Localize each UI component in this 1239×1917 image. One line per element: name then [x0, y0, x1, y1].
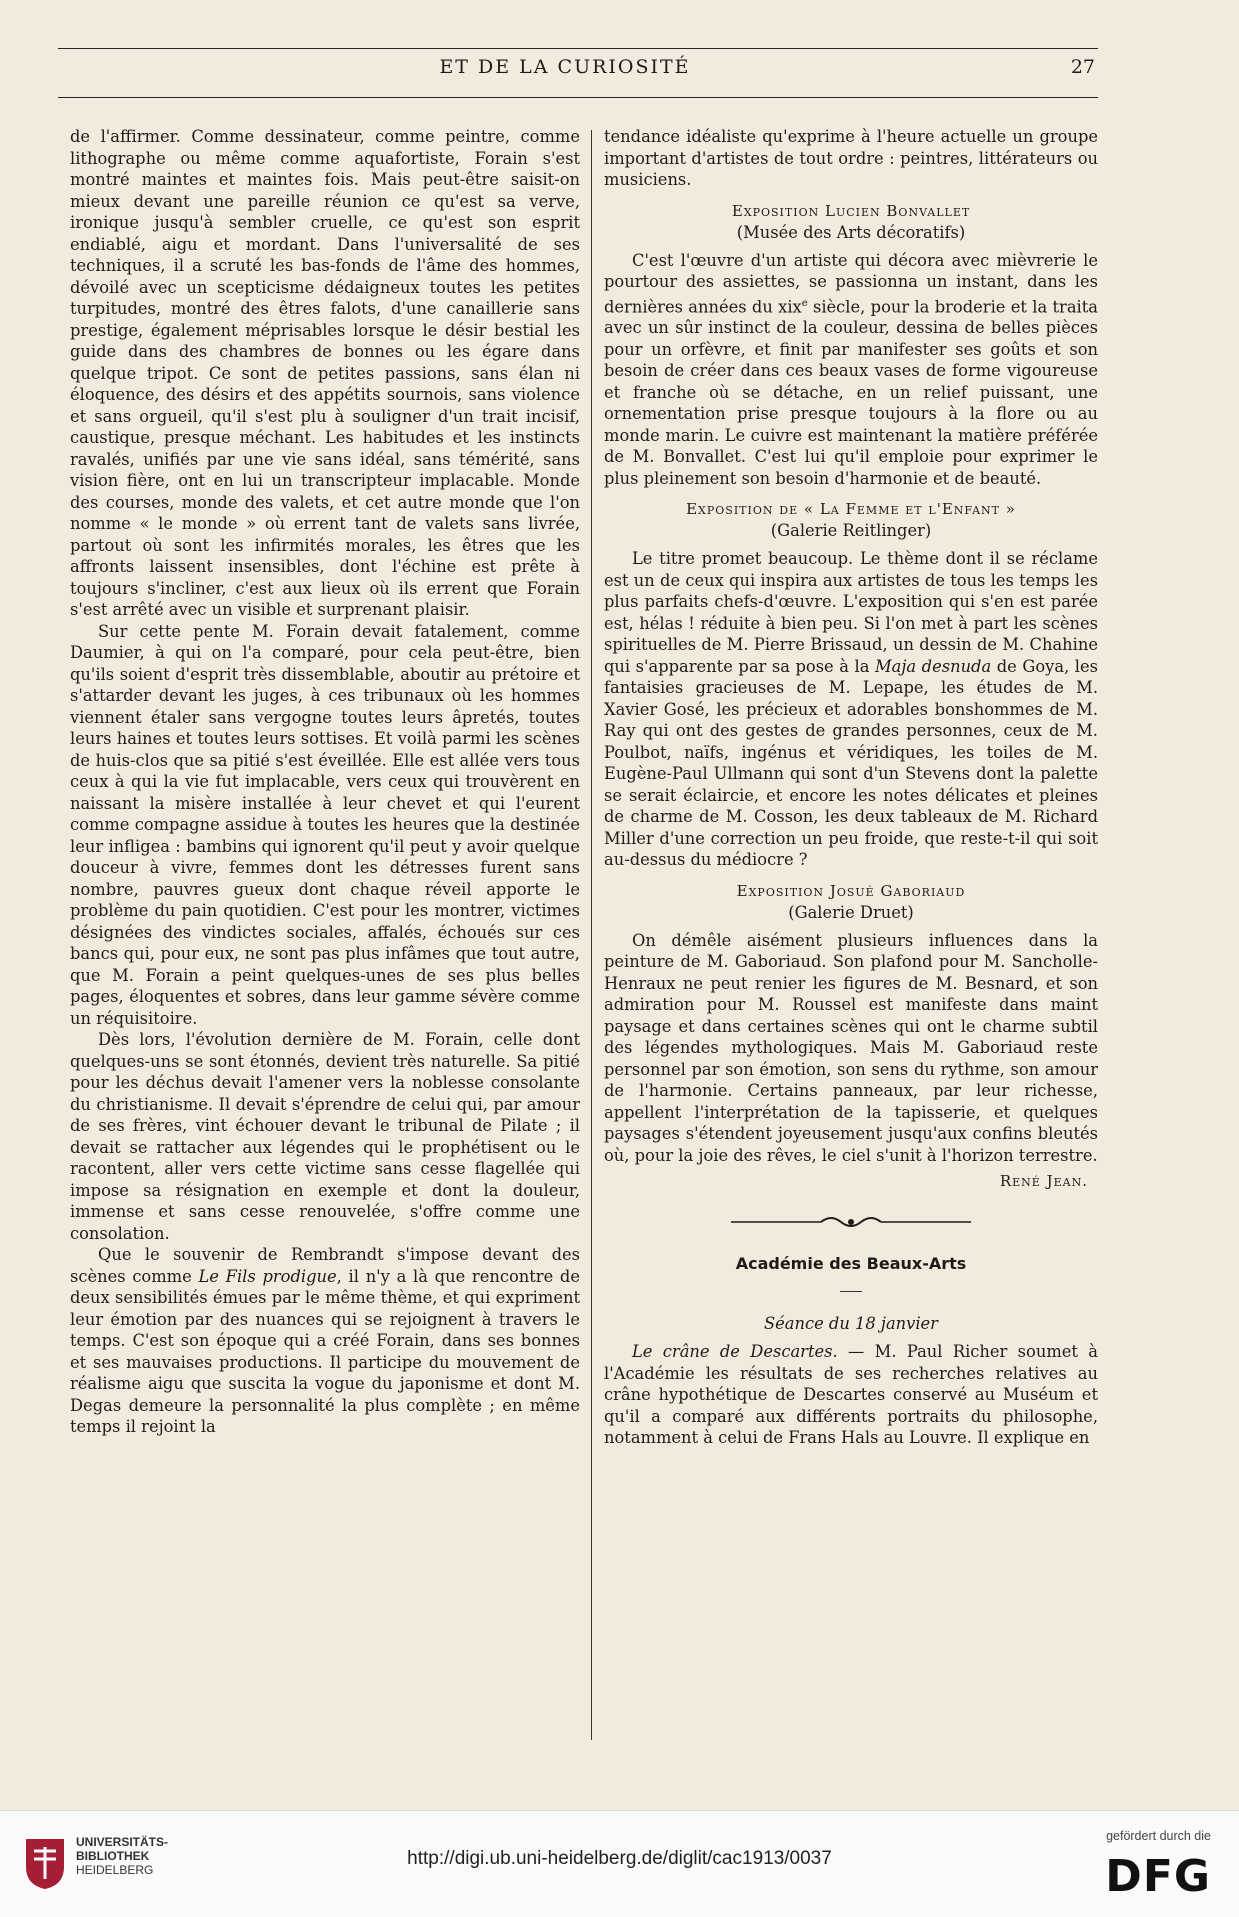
author-signature: René Jean. [999, 1172, 1088, 1191]
paragraph: Sur cette pente M. Forain devait fatalement, comme Daumier, à qui on l'a comparé, pour cela peut-être, bien qu'ils soient d'esprit très dissemblable, aboutir au prétoire et s'attarder devant les juges, à ces tribunaux où les hommes viennent étaler sans vergogne toutes leurs âpretés, toutes leurs haines et toutes leurs sottises. Et voilà parmi les scènes de huis-clos que sa pitié s'est éveillée. Elle est allée vers tous ceux à qui la vie fut implacable, vers ceux qui trouvèrent en naissant la misère installée à leur chevet et qui l'eurent comme compagne assidue à toutes les heures que la destinée leur infligea : bambins qui ignorent qu'il peut y avoir quelque douceur à vivre, femmes dont les détresses furent sans nombre, pauvres gueux dont chaque réveil apporte le problème du pain quotidien. C'est pour les montrer, victimes désignées des vindictes sociales, affalés, échoués sur ces bancs qui, pour eux, ne sont pas plus infâmes que tout autre, que M. Forain a peint quelques-unes de ses plus belles pages, éloquentes et sobres, dans leur gamme sévère comme un réquisitoire. [70, 621, 580, 1028]
paragraph [604, 1341, 1098, 1449]
right-column [604, 126, 1098, 1746]
section-title: Exposition Josué Gaboriaud [736, 881, 966, 900]
section-subtitle: (Galerie Druet) [788, 902, 914, 922]
text-run: — M. Paul Richer soumet à l'Académie les résultats de ses recherches relatives au crâne hypothétique de Descartes conservé au Muséum et qu'il a comparé aux différents portraits du philosophe, notamment à celui de Frans Hals au Louvre. Il explique en [604, 1342, 1098, 1448]
paragraph: tendance idéaliste qu'exprime à l'heure actuelle un groupe important d'artistes de tout ordre : peintres, littérateurs ou musiciens. [604, 127, 1098, 189]
section-title: Exposition de « La Femme et l'Enfant » [686, 500, 1016, 519]
section-subtitle: (Galerie Reitlinger) [770, 521, 932, 541]
seance-date: Séance du 18 janvier [764, 1314, 938, 1334]
left-column [70, 126, 580, 1746]
heading-dash [604, 1277, 1098, 1296]
text-run: C'est l'œuvre d'un artiste qui décora avec mièvrerie le pourtour des assiettes, se passionna un instant, dans les dernières années du xix [604, 250, 1098, 316]
paragraph: On démêle aisément plusieurs influences dans la peinture de M. Gaboriaud. Son plafond pour M. Sancholle-Henraux ne peut renier les figures de M. Besnard, et son admiration pour M. Roussel est manifeste dans maint paysage et dans certaines scènes qui ont le charme subtil des légendes mythologiques. Mais M. Gaboriaud reste personnel par son émotion, son sens du rythme, son amour de l'harmonie. Certains panneaux, par leur richesse, appellent l'interprétation de la tapisserie, et quelques paysages s'étendent joyeusement jusqu'aux confins bleutés où, pour la joie des rêves, le ciel s'unit à l'horizon terrestre. [604, 930, 1098, 1165]
paragraph [604, 250, 1098, 490]
section-title: Exposition Lucien Bonvallet [731, 201, 971, 220]
artwork-title: Le Fils prodigue [198, 1266, 337, 1286]
university-name-line: HEIDELBERG [76, 1863, 154, 1877]
university-name-line: BIBLIOTHEK [76, 1849, 150, 1863]
section-subtitle: (Musée des Arts décoratifs) [736, 222, 966, 242]
source-url-link[interactable]: http://digi.ub.uni-heidelberg.de/diglit/cac1913/0037 [407, 1848, 832, 1869]
funding-caption: gefördert durch die [1106, 1829, 1211, 1843]
university-name-line: UNIVERSITÄTS- [76, 1835, 169, 1849]
artwork-title: Maja desnuda [874, 656, 992, 676]
text-run: Que le souvenir de Rembrandt s'impose devant des scènes comme [70, 1245, 580, 1286]
paragraph: Dès lors, l'évolution dernière de M. Forain, celle dont quelques-uns se sont étonnés, devient très naturelle. Sa pitié pour les déchus devait l'amener vers la noblesse consolante du christianisme. Il devait s'éprendre de celui qui, par amour de ses frères, vint échouer devant le tribunal de Pilate ; il devait se rattacher aux légendes qui le prophétisent ou le racontent, aller vers cette victime sans cesse flagellée qui impose sa résignation en exemple et dont la douleur, immense et sans cesse renouvelée, s'offre comme une consolation. [70, 1030, 580, 1243]
superscript: e [801, 297, 808, 309]
dfg-logo: DFG [1105, 1851, 1211, 1902]
header-top-rule [58, 48, 1098, 49]
digitization-footer [0, 1810, 1239, 1917]
page-number: 27 [1070, 56, 1095, 78]
fleuron-ornament [604, 1212, 1098, 1232]
paragraph [70, 1244, 580, 1438]
text-run: siècle, pour la broderie et la traita avec un sûr instinct de la couleur, dessina de belles pièces pour un orfèvre, et finit par manifester ses goûts et son besoin de créer dans ces beaux vases de forme vigoureuse et franche où se détache, en un relief puissant, une ornementation prise presque toujours à la flore ou au monde marin. Le cuivre est maintenant la matière préférée de M. Bonvallet. C'est lui qu'il emploie pour exprimer le plus pleinement son besoin d'harmonie et de beauté. [604, 296, 1098, 488]
paragraph [604, 548, 1098, 871]
text-run: , il n'y a là que rencontre de deux sensibilités émues par le même thème, et qui expriment leur émotion par des nuances qui se rejoignent à travers le temps. C'est son époque qui a créé Forain, dans ses bonnes et ses mauvaises productions. Il participe du mouvement de réalisme aigu que suscita la vogue du japonisme et dont M. Degas demeure la personnalité la plus complète ; en même temps il rejoint la [70, 1266, 580, 1436]
column-divider [591, 130, 592, 1740]
academie-heading: Académie des Beaux-Arts [735, 1254, 967, 1274]
text-run: de Goya, les fantaisies gracieuses de M. Lepape, les études de M. Xavier Gosé, les précieux et adorables bonshommes de M. Ray qui ont des gestes de grandes personnes, ceux de M. Poulbot, naïfs, ingénus et véridiques, les toiles de M. Eugène-Paul Ullmann qui sont d'un Stevens dont la palette se serait éclaircie, et encore les notes délicates et pleines de charme de M. Cosson, les deux tableaux de M. Richard Miller d'une correction un peu froide, que reste-t-il qui soit au-dessus du médiocre ? [604, 656, 1098, 870]
paragraph: de l'affirmer. Comme dessinateur, comme peintre, comme lithographe ou même comme aquafortiste, Forain s'est montré maintes et maintes fois. Mais peut-être saisit-on mieux devant une pareille réunion ce qu'est sa verve, ironique jusqu'à sembler cruelle, ce qu'est son esprit endiablé, aigu et mordant. Dans l'universalité de ses techniques, il a scruté les bas-fonds de l'âme des hommes, dévoilé avec un scepticisme dédaigneux toutes les petites turpitudes, montré des êtres falots, d'une canaillerie sans prestige, également méprisables lorsque le désir bestial les guide dans des chambres de bonnes ou les égare dans quelque tripot. Ce sont de petites passions, sans élan ni éloquence, des désirs et des appétits sournois, sans violence et sans orgueil, qu'il s'est plu à souligner d'un trait incisif, caustique, presque méchant. Les habitudes et les instincts ravalés, unifiés par une vie sans idéal, sans témérité, sans vision fière, ont en lui un transcripteur implacable. Monde des courses, monde des valets, et cet autre monde que l'on nomme « le monde » où errent tant de valets sans livrée, partout où sont les infirmités morales, les êtres que les affronts laissent insensibles, dont l'échine est prête à toujours s'incliner, c'est aux lieux où ils errent que Forain s'est arrêté avec un visible et surprenant plaisir. [70, 127, 580, 619]
text-run: Le titre promet beaucoup. Le thème dont il se réclame est un de ceux qui inspira aux artistes de tous les temps les plus parfaits chefs-d'œuvre. L'exposition qui s'en est parée est, hélas ! réduite à bien peu. Si l'on met à part les scènes spirituelles de M. Pierre Brissaud, un dessin de M. Chahine qui s'apparente par sa pose à la [604, 549, 1098, 676]
item-title: Le crâne de Descartes. [632, 1342, 838, 1362]
running-header: ET DE LA CURIOSITÉ [439, 56, 691, 78]
header-bottom-rule [58, 97, 1098, 98]
